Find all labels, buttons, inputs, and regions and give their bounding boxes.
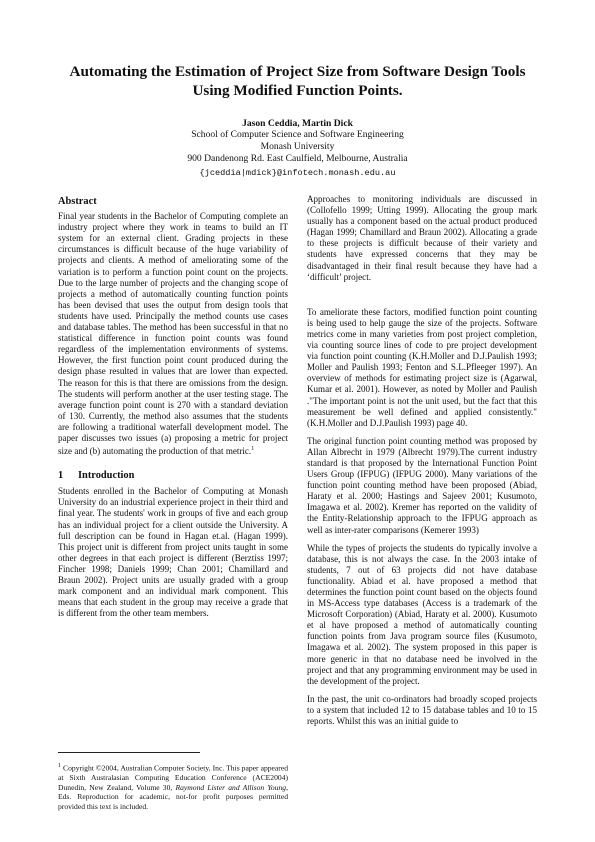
footnote-marker: 1 bbox=[251, 446, 255, 453]
left-column bbox=[58, 196, 288, 619]
affiliation-university: Monash University bbox=[260, 141, 335, 152]
section-title: Introduction bbox=[78, 470, 135, 482]
author-email: {jceddia|mdick}@infotech.monash.edu.au bbox=[199, 168, 396, 178]
abstract-body: Final year students in the Bachelor of Computing complete an industry project where they work in teams to build an IT system for an external client. Grading projects in these circumstances is difficult because of the huge variability of projects and clients. A method of ameliorating some of the variation is to perform a function point count on the projects. Due to the large number of projects and the changing scope of projects a method of automatically counting function points has been devised that uses the output from design tools that students have used. Principally the method counts use cases and database tables. The method has been successful in that no statistical difference in function point counts was found regardless of the implementation environments of systems. However, the first function point count produced during the design phase resulted in values that are lower than expected. The reason for this is that there are omissions from the design. The students will perform another at the user testing stage. The average function point count is 270 with a standard deviation of 130. Currently, the method also assumes that the students are following a traditional waterfall development model. The paper discusses two issues (a) proposing a metric for project size and (b) automating the production of that metric. bbox=[58, 211, 288, 457]
abstract-text bbox=[58, 211, 288, 457]
paragraph-ameliorate: To ameliorate these factors, modified function point counting is being used to help gauge the size of the projects. Software metrics come in many varieties from post project completion, via counting source lines of code to pre project development via function point counting (K.H.Moller and D.J.Paulish 1993; Moller and Paulish 1993; Fenton and S.L.Pfleeger 1997). An overview of methods for estimating project size is (Agarwal, Kumar et al. 2001). However, as noted by Moller and Paulish ."The important point is not the unit used, but the fact that this measurement be well defined and applied consistently." (K.H.Moller and D.J.Paulish 1993) page 40. bbox=[307, 306, 537, 428]
footnote-text-a: Copyright ©2004, Australian Computer Society, Inc. This paper appeared at Sixth Australasian Computing Education Conference (ACE2004) Dunedin, New Zealand, Volume 30, bbox=[58, 763, 288, 792]
footnote-number: 1 bbox=[58, 763, 61, 769]
footnote-rule bbox=[58, 752, 200, 753]
paragraph-project-types: While the types of projects the students do typically involve a database, this is not always the case. In the 2003 intake of students, 7 out of 63 projects did not have database functionality. Abiad et al. have proposed a method that determines the function point count based on the objects found in MS-Access type databases (Access is a trademark of the Microsoft Corporation) (Abiad, Haraty et al. 2000). Kusumoto et al have proposed a method of automatically counting function points from Java program source files (Kusumoto, Imagawa et al. 2002). The system proposed in this paper is more generic in that no database need be involved in the project and that any programming environment may be used in the development of the project. bbox=[307, 542, 537, 686]
affiliation-address: 900 Dandenong Rd. East Caulfield, Melbourne, Australia bbox=[187, 153, 408, 164]
paragraph-monitoring: Approaches to monitoring individuals are discussed in (Collofello 1999; Utting 1999). Allocating the group mark usually has a component based on the actual product produced (Hagan 1999; Chamillard and Braun 2002). Allocating a grade to these projects is difficult because of their variety and students have expressed concerns that they may be disadvantaged in their final result because they have had a ‘difficult’ project. bbox=[307, 194, 537, 282]
author-email-text: jceddia|mdick}@infotech.monash.edu.au bbox=[204, 168, 396, 178]
affiliation-school: School of Computer Science and Software Engineering bbox=[191, 129, 404, 140]
section-heading-introduction bbox=[58, 470, 288, 481]
paper-title: Automating the Estimation of Project Size from Software Design Tools Using Modified Function Points. bbox=[69, 63, 526, 99]
paragraph-past-scope: In the past, the unit co-ordinators had broadly scoped projects to a system that included 12 to 15 database tables and 10 to 15 reports. Whilst this was an initial guide to bbox=[307, 693, 537, 727]
footnote-editors: Raymond Lister and Allison Young bbox=[175, 782, 287, 792]
paragraph-albrecht: The original function point counting method was proposed by Allan Albrecht in 1979 (Albrecht 1979).The current industry standard is that proposed by the International Function Point Users Group (IFPUG) (IFPUG 2000). Many variations of the function point counting method have been proposed (Abiad, Haraty et al. 2000; Hastings and Sajeev 2001; Kusumoto, Imagawa et al. 2002). Kremer has reported on the validity of the Entity-Relationship approach to the IFPUG approach as well as inter-rater comparisons (Kemerer 1993) bbox=[307, 435, 537, 535]
section-number: 1 bbox=[58, 470, 64, 482]
abstract-heading: Abstract bbox=[58, 196, 97, 207]
footnote bbox=[58, 762, 288, 811]
author-names: Jason Ceddia, Martin Dick bbox=[242, 118, 353, 129]
footnote-text-b: , Eds. Reproduction for academic, not-for profit purposes permitted provided this text is included. bbox=[58, 782, 288, 811]
introduction-text: Students enrolled in the Bachelor of Computing at Monash University do an industrial experience project in their third and final year. The students' work in groups of five and each group has an individual project for a client outside the University. A full description can be found in Hagan et.al. (Hagan 1999). This project unit is different from project units taught in some other degrees in that each project is different (Berztiss 1997; Fincher 1998; Daniels 1999; Chan 2001; Chamillard and Braun 2002). Project units are usually graded with a group mark component and an individual mark component. This means that each student in the group may receive a grade that is different from the other team members. bbox=[58, 486, 288, 619]
right-column bbox=[307, 194, 537, 727]
